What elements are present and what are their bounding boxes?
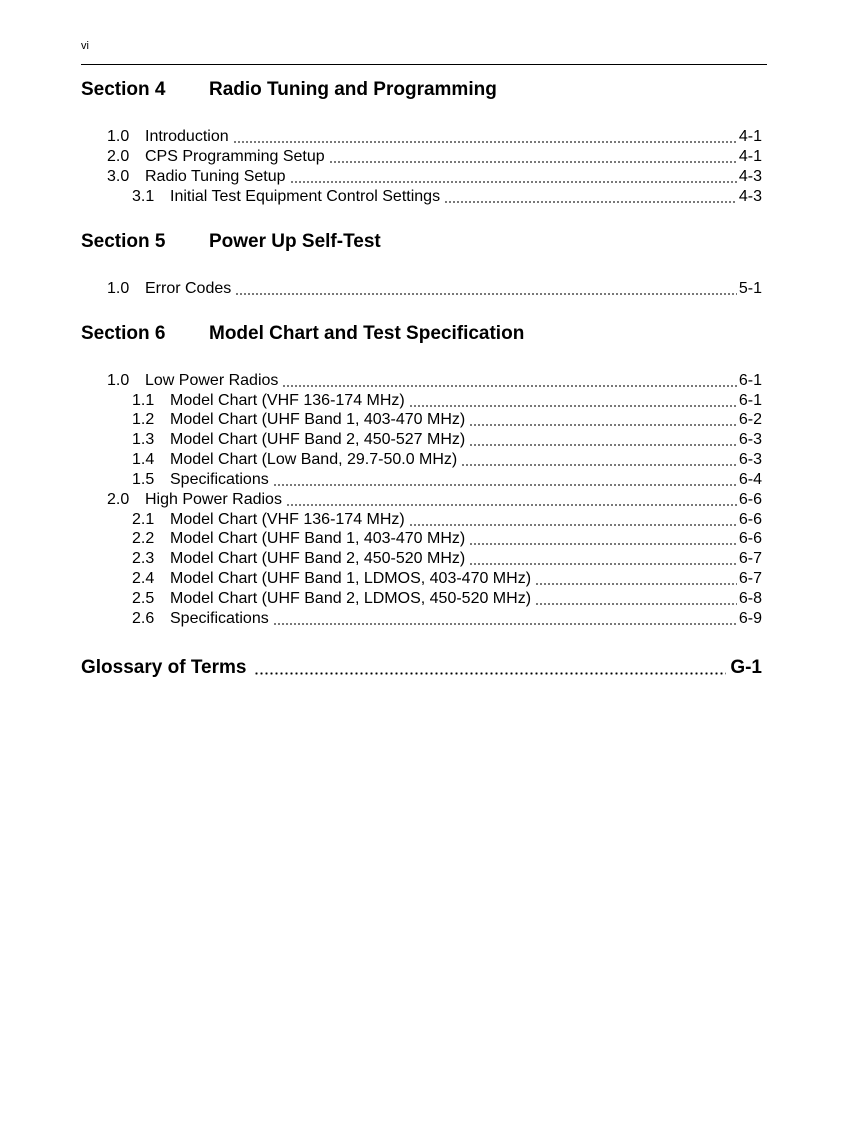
dot-leader xyxy=(535,603,737,605)
dot-leader xyxy=(282,385,736,387)
toc-entry-4-3-0[interactable] xyxy=(107,167,762,187)
entry-title: Low Power Radios xyxy=(145,372,279,389)
entry-title: CPS Programming Setup xyxy=(145,148,325,165)
toc-entry-5-1-0[interactable] xyxy=(107,279,762,299)
entry-title: Initial Test Equipment Control Settings xyxy=(170,188,441,205)
entry-number: 2.0 xyxy=(107,491,130,508)
entry-page: 6-6 xyxy=(738,491,762,508)
entry-title: Model Chart (UHF Band 1, 403-470 MHz) xyxy=(170,411,466,428)
entry-number: 2.2 xyxy=(132,530,155,547)
entry-number: 1.0 xyxy=(107,280,130,297)
entry-number: 2.4 xyxy=(132,570,155,587)
dot-leader xyxy=(329,161,737,163)
entry-page: 6-2 xyxy=(738,411,762,428)
entry-page: 6-7 xyxy=(738,570,762,587)
dot-leader xyxy=(409,405,737,407)
page-number: vi xyxy=(81,40,89,52)
entry-title: Model Chart (UHF Band 2, 450-520 MHz) xyxy=(170,550,466,567)
entry-page: 6-6 xyxy=(738,511,762,528)
dot-leader xyxy=(235,293,737,295)
entry-title: High Power Radios xyxy=(145,491,282,508)
toc-entry-6-1-1[interactable] xyxy=(132,391,762,411)
entry-page: 6-8 xyxy=(738,590,762,607)
entry-number: 2.0 xyxy=(107,148,130,165)
entry-number: 1.4 xyxy=(132,451,155,468)
entry-page: 4-3 xyxy=(738,168,762,185)
entry-number: 1.1 xyxy=(132,392,155,409)
dot-leader xyxy=(233,141,737,143)
entry-title: Specifications xyxy=(170,471,269,488)
dot-leader xyxy=(469,444,737,446)
dot-leader xyxy=(469,563,737,565)
entry-title: Model Chart (UHF Band 1, 403-470 MHz) xyxy=(170,530,466,547)
entry-page: 6-6 xyxy=(738,530,762,547)
entry-number: 1.0 xyxy=(107,372,130,389)
entry-number: 1.2 xyxy=(132,411,155,428)
entry-title: Model Chart (UHF Band 1, LDMOS, 403-470 MHz) xyxy=(170,570,532,587)
dot-leader xyxy=(444,201,737,203)
toc-entry-4-3-1[interactable] xyxy=(132,187,762,207)
toc-entry-4-2-0[interactable] xyxy=(107,147,762,167)
glossary-title: Glossary of Terms xyxy=(81,657,247,678)
dot-leader xyxy=(469,543,737,545)
section-label: Section 6 xyxy=(81,323,166,344)
entry-title: Introduction xyxy=(145,128,229,145)
dot-leader xyxy=(290,181,737,183)
toc-entry-4-1-0[interactable] xyxy=(107,127,762,147)
dot-leader xyxy=(254,672,726,675)
entry-number: 1.5 xyxy=(132,471,155,488)
dot-leader xyxy=(409,524,737,526)
entry-number: 3.1 xyxy=(132,188,155,205)
entry-number: 2.5 xyxy=(132,590,155,607)
entry-title: Error Codes xyxy=(145,280,232,297)
entry-number: 2.3 xyxy=(132,550,155,567)
entry-number: 2.6 xyxy=(132,610,155,627)
toc-entry-6-1-3[interactable] xyxy=(132,430,762,450)
dot-leader xyxy=(461,464,737,466)
entry-number: 1.3 xyxy=(132,431,155,448)
entry-title: Model Chart (UHF Band 2, 450-527 MHz) xyxy=(170,431,466,448)
entry-page: 6-7 xyxy=(738,550,762,567)
entry-page: 4-1 xyxy=(738,148,762,165)
entry-title: Model Chart (Low Band, 29.7-50.0 MHz) xyxy=(170,451,458,468)
toc-entry-6-2-5[interactable] xyxy=(132,589,762,609)
dot-leader xyxy=(535,583,737,585)
dot-leader xyxy=(273,623,737,625)
entry-page: 6-9 xyxy=(738,610,762,627)
toc-entry-6-1-2[interactable] xyxy=(132,410,762,430)
toc-entry-6-1-4[interactable] xyxy=(132,450,762,470)
dot-leader xyxy=(469,424,737,426)
section-title: Model Chart and Test Specification xyxy=(209,323,525,344)
entry-page: 6-4 xyxy=(738,471,762,488)
entry-title: Model Chart (VHF 136-174 MHz) xyxy=(170,511,405,528)
section-6-heading[interactable] xyxy=(81,323,524,345)
glossary-page: G-1 xyxy=(730,657,762,678)
dot-leader xyxy=(273,484,737,486)
toc-entry-6-1-5[interactable] xyxy=(132,470,762,490)
entry-number: 3.0 xyxy=(107,168,130,185)
entry-page: 6-1 xyxy=(738,392,762,409)
section-title: Power Up Self-Test xyxy=(209,231,381,252)
section-5-heading[interactable] xyxy=(81,231,381,253)
toc-entry-6-2-1[interactable] xyxy=(132,510,762,530)
entry-page: 4-1 xyxy=(738,128,762,145)
section-label: Section 4 xyxy=(81,79,166,100)
toc-entry-6-1-0[interactable] xyxy=(107,371,762,391)
entry-number: 2.1 xyxy=(132,511,155,528)
toc-entry-6-2-2[interactable] xyxy=(132,529,762,549)
glossary-entry[interactable] xyxy=(81,656,762,680)
entry-number: 1.0 xyxy=(107,128,130,145)
toc-entry-6-2-4[interactable] xyxy=(132,569,762,589)
entry-title: Radio Tuning Setup xyxy=(145,168,286,185)
section-4-heading[interactable] xyxy=(81,79,497,101)
entry-title: Specifications xyxy=(170,610,269,627)
header-rule xyxy=(81,64,767,65)
entry-title: Model Chart (UHF Band 2, LDMOS, 450-520 MHz) xyxy=(170,590,532,607)
entry-title: Model Chart (VHF 136-174 MHz) xyxy=(170,392,405,409)
toc-entry-6-2-6[interactable] xyxy=(132,609,762,629)
toc-entry-6-2-3[interactable] xyxy=(132,549,762,569)
entry-page: 6-1 xyxy=(738,372,762,389)
section-title: Radio Tuning and Programming xyxy=(209,79,497,100)
entry-page: 6-3 xyxy=(738,451,762,468)
entry-page: 4-3 xyxy=(738,188,762,205)
toc-entry-6-2-0[interactable] xyxy=(107,490,762,510)
dot-leader xyxy=(286,504,737,506)
entry-page: 5-1 xyxy=(738,280,762,297)
section-label: Section 5 xyxy=(81,231,166,252)
entry-page: 6-3 xyxy=(738,431,762,448)
